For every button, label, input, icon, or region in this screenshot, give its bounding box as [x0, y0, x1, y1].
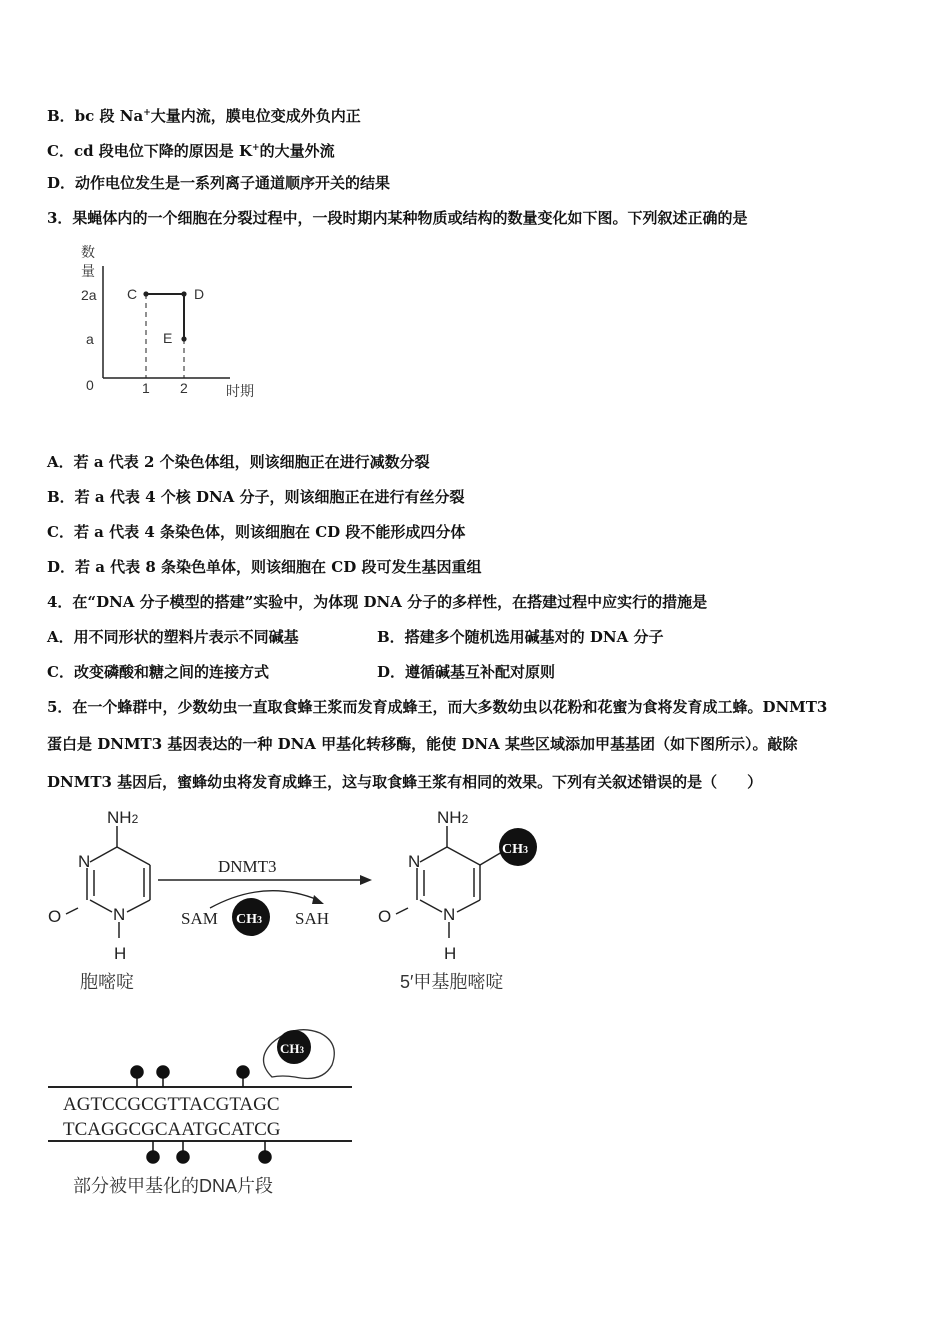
methylcytosine-n3: N	[408, 852, 421, 871]
point-d-label: D	[194, 286, 205, 302]
dna-strand-top: AGTCCGCGTTACGTAGC	[63, 1094, 280, 1115]
methyl-group-label: CH3	[502, 842, 528, 857]
q3-option-d: D．若 a 代表 8 条染色单体，则该细胞在 CD 段可发生基因重组	[47, 558, 482, 576]
q2-option-d: D．动作电位发生是一系列离子通道顺序开关的结果	[47, 174, 391, 192]
methylcytosine-o: O	[378, 907, 392, 926]
y-label-2: 量	[81, 263, 95, 279]
methyl-marker-top-3	[237, 1066, 249, 1078]
methylcytosine-nh2: NH2	[437, 808, 469, 827]
sam-label: SAM	[181, 909, 218, 928]
origin-label: 0	[86, 377, 94, 393]
cytosine-caption: 胞嘧啶	[80, 972, 134, 992]
point-d-dot	[181, 291, 186, 296]
dna-fragment-caption: 部分被甲基化的DNA片段	[73, 1176, 274, 1196]
x-tick-2: 2	[180, 380, 188, 396]
cytosine-n3: N	[78, 852, 91, 871]
x-tick-1: 1	[142, 380, 150, 396]
q4-option-d: D．遵循碱基互补配对原则	[377, 663, 556, 681]
methyl-marker-bottom-3	[259, 1151, 271, 1163]
point-e-dot	[181, 336, 186, 341]
cytosine-o: O	[48, 907, 62, 926]
sam-methyl-label: CH3	[236, 912, 262, 927]
q5-stem-line-3: DNMT3 基因后，蜜蜂幼虫将发育成蜂王，这与取食蜂王浆有相同的效果。下列有关叙述错误的是（ ）	[47, 773, 763, 791]
q5-stem-line-1: 5．在一个蜂群中，少数幼虫一直取食蜂王浆而发育成蜂王，而大多数幼虫以花粉和花蜜为食将发育成工蜂。DNMT3	[47, 698, 828, 716]
sah-label: SAH	[295, 909, 330, 928]
q3-graph	[60, 236, 280, 406]
cytosine-h: H	[114, 944, 127, 963]
methyl-marker-top-2	[157, 1066, 169, 1078]
point-c-label: C	[127, 286, 138, 302]
q3-stem: 3．果蝇体内的一个细胞在分裂过程中，一段时期内某种物质或结构的数量变化如下图。下列叙述正确的是	[47, 209, 748, 227]
y-tick-2a: 2a	[81, 287, 97, 303]
methylcytosine-caption: 5′甲基胞嘧啶	[400, 972, 504, 992]
methylcytosine-h: H	[444, 944, 457, 963]
sam-curve-arrowhead	[312, 895, 324, 904]
q4-option-b: B．搭建多个随机选用碱基对的 DNA 分子	[377, 628, 664, 646]
q3-option-c: C．若 a 代表 4 条染色体，则该细胞在 CD 段不能形成四分体	[47, 523, 466, 541]
dna-strand-bottom: TCAGGCGCAATGCATCG	[63, 1119, 281, 1140]
cytosine-ring	[66, 826, 150, 938]
methylation-reaction-figure	[40, 800, 560, 1000]
methyl-marker-bottom-2	[177, 1151, 189, 1163]
x-label: 时期	[226, 383, 254, 399]
y-tick-a: a	[86, 331, 94, 347]
dna-fragment-figure	[40, 1015, 370, 1205]
q2-option-b: B．bc 段 Na+大量内流，膜电位变成外负内正	[47, 107, 361, 125]
methylcytosine-n1: N	[443, 905, 456, 924]
enzyme-label: DNMT3	[218, 857, 277, 876]
point-c-dot	[143, 291, 148, 296]
q4-option-c: C．改变磷酸和糖之间的连接方式	[47, 663, 269, 681]
q3-option-a: A．若 a 代表 2 个染色体组，则该细胞正在进行减数分裂	[47, 453, 430, 471]
q4-option-a: A．用不同形状的塑料片表示不同碱基	[47, 628, 299, 646]
point-e-label: E	[163, 330, 173, 346]
cytosine-nh2: NH2	[107, 808, 139, 827]
q5-stem-line-2: 蛋白是 DNMT3 基因表达的一种 DNA 甲基化转移酶，能使 DNA 某些区域添加甲基基团（如下图所示）。敲除	[47, 735, 798, 753]
cytosine-n1: N	[113, 905, 126, 924]
q2-option-c: C．cd 段电位下降的原因是 K+的大量外流	[47, 142, 335, 160]
methyl-marker-top-1	[131, 1066, 143, 1078]
q3-option-b: B．若 a 代表 4 个核 DNA 分子，则该细胞正在进行有丝分裂	[47, 488, 465, 506]
callout-methyl-label: CH3	[280, 1041, 304, 1056]
reaction-arrowhead	[360, 875, 372, 885]
y-label-1: 数	[81, 244, 95, 260]
methyl-marker-bottom-1	[147, 1151, 159, 1163]
q4-stem: 4．在“DNA 分子模型的搭建”实验中，为体现 DNA 分子的多样性，在搭建过程中应实行的措施是	[47, 593, 708, 611]
